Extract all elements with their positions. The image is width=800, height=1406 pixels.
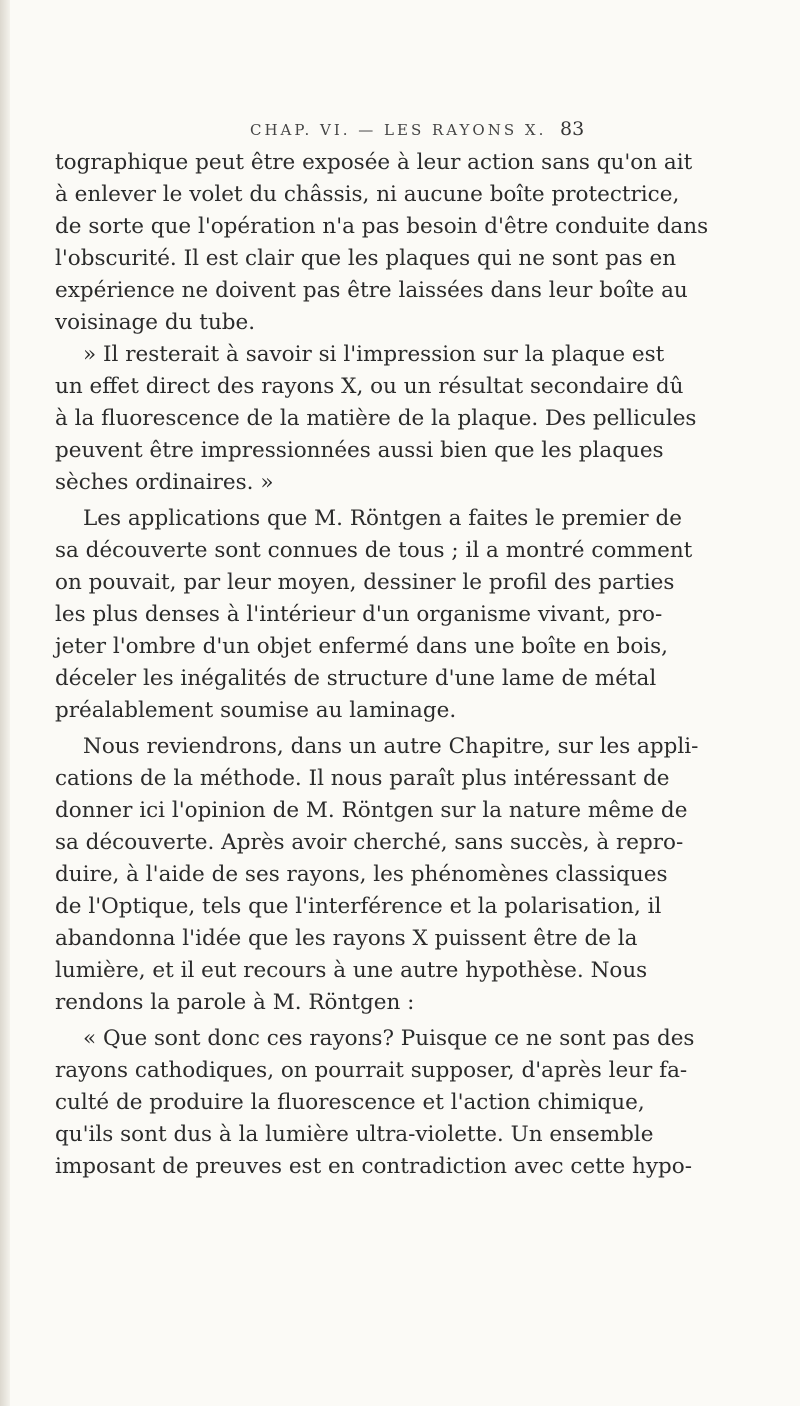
text-line: jeter l'ombre d'un objet enfermé dans une boîte en bois, xyxy=(55,634,669,659)
text-line: cations de la méthode. Il nous paraît plus intéressant de xyxy=(55,766,670,791)
text-line: Nous reviendrons, dans un autre Chapitre, sur les appli- xyxy=(83,734,699,759)
text-line: déceler les inégalités de structure d'une lame de métal xyxy=(55,666,657,691)
text-line: sa découverte. Après avoir cherché, sans succès, à repro- xyxy=(55,830,684,855)
page-spine-shadow xyxy=(0,0,10,1406)
text-line: qu'ils sont dus à la lumière ultra-violette. Un ensemble xyxy=(55,1122,654,1147)
text-line: rayons cathodiques, on pourrait supposer, d'après leur fa- xyxy=(55,1058,688,1083)
text-line: rendons la parole à M. Röntgen : xyxy=(55,990,415,1015)
text-line: préalablement soumise au laminage. xyxy=(55,698,457,723)
text-line: expérience ne doivent pas être laissées dans leur boîte au xyxy=(55,278,688,303)
text-line: » Il resterait à savoir si l'impression sur la plaque est xyxy=(83,342,665,367)
text-line: l'obscurité. Il est clair que les plaques qui ne sont pas en xyxy=(55,246,677,271)
text-line: peuvent être impressionnées aussi bien que les plaques xyxy=(55,438,664,463)
text-line: culté de produire la fluorescence et l'action chimique, xyxy=(55,1090,645,1115)
text-line: Les applications que M. Röntgen a faites le premier de xyxy=(83,506,682,531)
text-line: de sorte que l'opération n'a pas besoin d'être conduite dans xyxy=(55,214,709,239)
text-line: donner ici l'opinion de M. Röntgen sur la nature même de xyxy=(55,798,688,823)
text-line: abandonna l'idée que les rayons X puissent être de la xyxy=(55,926,638,951)
text-line: tographique peut être exposée à leur action sans qu'on ait xyxy=(55,150,693,175)
text-line: duire, à l'aide de ses rayons, les phénomènes classiques xyxy=(55,862,668,887)
text-line: un effet direct des rayons X, ou un résultat secondaire dû xyxy=(55,374,684,399)
text-line: à enlever le volet du châssis, ni aucune boîte protectrice, xyxy=(55,182,680,207)
text-line: lumière, et il eut recours à une autre hypothèse. Nous xyxy=(55,958,648,983)
running-header: CHAP. VI. — LES RAYONS X. xyxy=(250,121,547,139)
text-line: imposant de preuves est en contradiction avec cette hypo- xyxy=(55,1154,692,1179)
text-line: on pouvait, par leur moyen, dessiner le profil des parties xyxy=(55,570,675,595)
text-line: de l'Optique, tels que l'interférence et la polarisation, il xyxy=(55,894,662,919)
text-line: à la fluorescence de la matière de la plaque. Des pellicules xyxy=(55,406,697,431)
page-number: 83 xyxy=(560,118,585,140)
text-line: les plus denses à l'intérieur d'un organisme vivant, pro- xyxy=(55,602,663,627)
text-line: sa découverte sont connues de tous ; il a montré comment xyxy=(55,538,693,563)
text-line: sèches ordinaires. » xyxy=(55,470,274,495)
text-line: voisinage du tube. xyxy=(55,310,256,335)
text-line: « Que sont donc ces rayons? Puisque ce ne sont pas des xyxy=(83,1026,695,1051)
